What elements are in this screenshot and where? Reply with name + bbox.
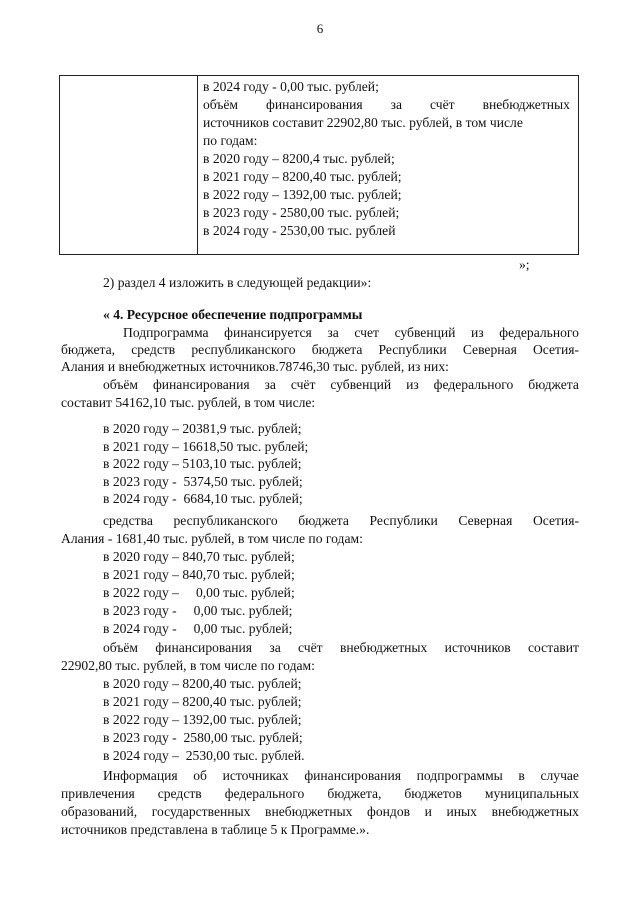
table-column-divider	[197, 76, 198, 254]
word: за	[327, 325, 339, 340]
word: и	[424, 804, 432, 819]
paragraph-line: Алания - 1681,40 тыс. рублей, в том числе по годам:	[61, 531, 363, 546]
paragraph-line: источников представлена в таблице 5 к Программе.».	[61, 822, 370, 837]
word: об	[193, 768, 207, 783]
table-year-line: в 2021 году – 8200,40 тыс. рублей;	[203, 169, 402, 184]
word: из	[406, 377, 419, 392]
republic-year-line: в 2022 году – 0,00 тыс. рублей;	[103, 585, 295, 600]
paragraph-line	[103, 639, 579, 656]
word: Информация	[103, 768, 178, 783]
paragraph-line	[103, 512, 579, 529]
word: источниках	[222, 768, 289, 783]
word: Северная	[458, 513, 513, 528]
federal-year-line: в 2020 году – 20381,9 тыс. рублей;	[103, 421, 302, 436]
page-number: 6	[316, 21, 324, 36]
word: федерального	[433, 377, 514, 392]
word: Подпрограмма	[123, 325, 209, 340]
table-cell-justified-line	[203, 96, 570, 113]
amendment-item: 2) раздел 4 изложить в следующей редакции»:	[103, 275, 372, 290]
paragraph-line	[123, 324, 579, 341]
paragraph-line	[103, 376, 579, 393]
word: федерального	[224, 786, 305, 801]
paragraph-line: Алания и внебюджетных источников.78746,30 тыс. рублей, из них:	[61, 359, 449, 374]
word: привлечения	[61, 786, 135, 801]
word: внебюджетных	[265, 804, 353, 819]
republic-year-line: в 2023 году - 0,00 тыс. рублей;	[103, 603, 293, 618]
word: подпрограммы	[416, 768, 503, 783]
word: составит	[528, 640, 579, 655]
word: республиканского	[191, 342, 296, 357]
paragraph-line	[61, 341, 579, 358]
word: объём	[203, 97, 239, 112]
extrabudget-year-line: в 2023 году - 2580,00 тыс. рублей;	[103, 730, 303, 745]
federal-year-line: в 2023 году - 5374,50 тыс. рублей;	[103, 474, 303, 489]
table-year-line: в 2022 году – 1392,00 тыс. рублей;	[203, 187, 402, 202]
closing-quote: »;	[519, 257, 530, 272]
word: за	[264, 377, 276, 392]
word: федерального	[499, 325, 579, 340]
word: средства	[103, 513, 153, 528]
word: субвенций	[394, 325, 456, 340]
word: Осетия-	[532, 513, 579, 528]
word: республиканского	[173, 513, 278, 528]
extrabudget-year-line: в 2021 году – 8200,40 тыс. рублей;	[103, 694, 302, 709]
word: финансирования	[266, 97, 363, 112]
word: счёт	[430, 97, 455, 112]
word: бюджета	[311, 342, 363, 357]
word: за	[269, 640, 281, 655]
word: муниципальных	[484, 786, 579, 801]
paragraph-line	[61, 785, 579, 802]
word: образований,	[61, 804, 138, 819]
extrabudget-year-line: в 2020 году – 8200,40 тыс. рублей;	[103, 676, 302, 691]
word: Северная	[462, 342, 517, 357]
word: иных	[446, 804, 477, 819]
republic-year-line: в 2021 году – 840,70 тыс. рублей;	[103, 567, 295, 582]
republic-year-line: в 2020 году – 840,70 тыс. рублей;	[103, 549, 295, 564]
table-year-line: в 2024 году - 2530,00 тыс. рублей	[203, 223, 396, 238]
word: Осетия-	[532, 342, 579, 357]
word: финансирования	[152, 377, 250, 392]
word: бюджета,	[61, 342, 116, 357]
word: финансируется	[224, 325, 312, 340]
word: субвенций	[330, 377, 392, 392]
federal-year-line: в 2024 году - 6684,10 тыс. рублей;	[103, 491, 303, 506]
word: средств	[157, 786, 202, 801]
table-cell-line: по годам:	[203, 133, 258, 148]
word: бюджета	[298, 513, 349, 528]
word: случае	[540, 768, 579, 783]
word: Республики	[378, 342, 447, 357]
word: фондов	[367, 804, 411, 819]
extrabudget-year-line: в 2022 году – 1392,00 тыс. рублей;	[103, 712, 302, 727]
word: средств	[131, 342, 176, 357]
paragraph-line	[61, 803, 579, 820]
word: финансирования	[155, 640, 253, 655]
paragraph-line: составит 54162,10 тыс. рублей, в том числе:	[61, 395, 316, 410]
republic-year-line: в 2024 году - 0,00 тыс. рублей;	[103, 621, 293, 636]
word: в	[518, 768, 525, 783]
extrabudget-year-line: в 2024 году – 2530,00 тыс. рублей.	[103, 748, 305, 763]
table-year-line: в 2020 году – 8200,4 тыс. рублей;	[203, 151, 395, 166]
word: бюджетов	[404, 786, 462, 801]
table-year-line: в 2023 году - 2580,00 тыс. рублей;	[203, 205, 400, 220]
word: внебюджетных	[339, 640, 428, 655]
word: объём	[103, 377, 139, 392]
table-cell-line: в 2024 году - 0,00 тыс. рублей;	[203, 79, 379, 94]
paragraph-line: 22902,80 тыс. рублей, в том числе по годам:	[61, 658, 315, 673]
word: счет	[354, 325, 379, 340]
word: бюджета,	[327, 786, 382, 801]
word: Республики	[369, 513, 438, 528]
word: объём	[103, 640, 139, 655]
word: внебюджетных	[482, 97, 570, 112]
section-title: « 4. Ресурсное обеспечение подпрограммы	[103, 307, 363, 322]
word: счёт	[290, 377, 316, 392]
word: внебюджетных	[491, 804, 579, 819]
word: за	[390, 97, 403, 112]
word: государственных	[151, 804, 251, 819]
word: из	[471, 325, 484, 340]
federal-year-line: в 2021 году – 16618,50 тыс. рублей;	[103, 439, 309, 454]
funding-table	[59, 75, 579, 255]
word: счёт	[298, 640, 323, 655]
word: источников	[444, 640, 511, 655]
paragraph-line	[103, 767, 579, 784]
word: бюджета	[528, 377, 579, 392]
word: финансирования	[304, 768, 401, 783]
federal-year-line: в 2022 году – 5103,10 тыс. рублей;	[103, 456, 302, 471]
table-cell-line: источников составит 22902,80 тыс. рублей, в том числе	[203, 115, 523, 130]
